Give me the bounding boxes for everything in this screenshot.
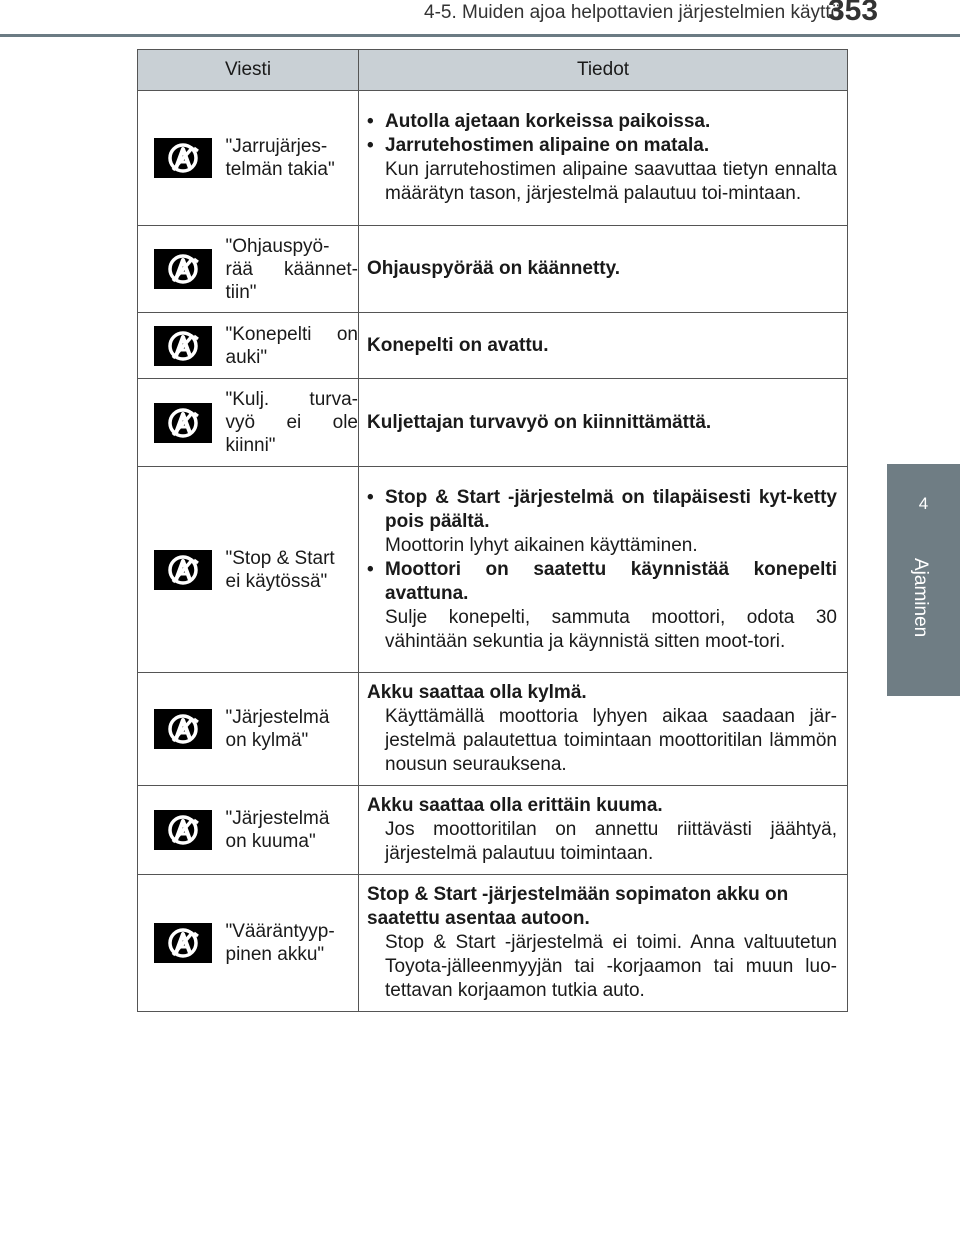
message-cell — [215, 313, 359, 379]
bullet-marker: • — [367, 558, 374, 580]
info-detail: Moottorin lyhyt aikainen käyttäminen. — [385, 534, 698, 556]
bullet-item — [367, 558, 837, 606]
table-row — [138, 786, 848, 875]
bullet-text: Autolla ajetaan korkeissa paikoissa. — [385, 111, 711, 132]
chapter-tab — [887, 464, 960, 696]
message-line: "Stop & Start — [225, 547, 335, 569]
info-cell — [359, 379, 848, 467]
message-text — [215, 698, 359, 760]
bullet-marker: • — [367, 486, 374, 508]
message-line: auki" — [225, 346, 268, 368]
column-header-message: Viesti — [138, 50, 359, 91]
info-detail: Käyttämällä moottoria lyhyen aikaa saadaan jär-jestelmä palautettua toimintaan moottoritilan lämmön nousun seurauksena. — [385, 706, 837, 775]
info-detail: Kun jarrutehostimen alipaine saavuttaa tietyn ennalta määrätyn tason, järjestelmä palautuu toi-mintaan. — [385, 159, 837, 204]
message-line: pinen akku" — [225, 944, 325, 965]
message-line: on kuuma" — [225, 831, 316, 852]
message-table — [137, 49, 848, 1012]
info-text — [359, 478, 847, 662]
message-text — [215, 380, 359, 465]
message-cell — [215, 379, 359, 467]
message-text — [215, 799, 359, 861]
section-title: 4-5. Muiden ajoa helpottavien järjestelmien käyttö — [424, 2, 842, 23]
bullet-item — [367, 134, 837, 158]
info-heading: Akku saattaa olla erittäin kuuma. — [367, 795, 663, 816]
info-detail: Jos moottoritilan on annettu riittävästi jäähtyä, järjestelmä palautuu toimintaan. — [385, 819, 837, 864]
icon-cell — [138, 91, 215, 226]
info-text — [359, 673, 847, 785]
message-cell — [215, 91, 359, 226]
bullet-item — [367, 110, 837, 134]
header-divider — [0, 34, 960, 37]
bullet-marker: • — [367, 135, 374, 156]
table-row — [138, 875, 848, 1012]
icon-cell — [138, 467, 215, 673]
info-heading: Konepelti on avattu. — [367, 334, 549, 356]
message-text — [215, 315, 359, 377]
info-cell — [359, 467, 848, 673]
icon-cell — [138, 379, 215, 467]
table-row — [138, 467, 848, 673]
chapter-number: 4 — [918, 494, 929, 513]
info-detail: Sulje konepelti, sammuta moottori, odota 30 vähintään sekuntia ja käynnistä sitten moot-tori. — [385, 606, 837, 652]
icon-cell — [138, 875, 215, 1012]
message-line: vyö ei ole — [225, 412, 358, 433]
table-row — [138, 313, 848, 379]
message-text — [215, 539, 359, 601]
chapter-label: Ajaminen — [910, 558, 931, 638]
message-line: "Järjestelmä — [225, 808, 330, 829]
stop-start-disabled-icon — [154, 403, 212, 443]
stop-start-disabled-icon — [154, 138, 212, 178]
message-line: on kylmä" — [225, 730, 309, 751]
message-line: rää käännet- — [225, 258, 358, 280]
stop-start-disabled-icon — [154, 550, 212, 590]
info-cell — [359, 226, 848, 313]
message-line: "Vääräntyyp- — [225, 921, 335, 942]
column-header-info: Tiedot — [359, 50, 848, 91]
message-line: "Järjestelmä — [225, 707, 330, 728]
page-number: 353 — [828, 0, 879, 27]
message-line: "Jarrujärjes- — [225, 136, 328, 157]
message-text — [215, 912, 359, 974]
info-text — [359, 326, 847, 366]
info-heading: Ohjauspyörää on käännetty. — [367, 258, 621, 279]
info-cell — [359, 875, 848, 1012]
message-line: "Konepelti on — [225, 323, 358, 345]
info-heading: Kuljettajan turvavyö on kiinnittämättä. — [367, 411, 712, 433]
message-cell — [215, 875, 359, 1012]
message-cell — [215, 467, 359, 673]
bullet-marker: • — [367, 111, 374, 132]
info-cell — [359, 673, 848, 786]
stop-start-disabled-icon — [154, 249, 212, 289]
bullet-item — [367, 486, 837, 534]
message-line: telmän takia" — [225, 159, 335, 180]
table-header-row — [138, 50, 848, 91]
info-cell — [359, 786, 848, 875]
message-line: "Kulj. turva- — [225, 389, 358, 410]
table-row — [138, 226, 848, 313]
table-row — [138, 673, 848, 786]
page-header — [0, 0, 960, 40]
bullet-text: Jarrutehostimen alipaine on matala. — [385, 135, 710, 156]
message-text — [215, 227, 359, 312]
icon-cell — [138, 673, 215, 786]
message-cell — [215, 226, 359, 313]
message-text — [215, 127, 359, 189]
icon-cell — [138, 313, 215, 379]
icon-cell — [138, 786, 215, 875]
bullet-text: Stop & Start -järjestelmä on tilapäisesti kyt-ketty pois päältä. — [385, 486, 837, 532]
message-cell — [215, 786, 359, 875]
info-text — [359, 403, 847, 443]
info-heading: Akku saattaa olla kylmä. — [367, 682, 587, 703]
info-text — [359, 875, 847, 1011]
stop-start-disabled-icon — [154, 326, 212, 366]
bullet-text: Moottori on saatettu käynnistää konepelti avattuna. — [385, 558, 837, 604]
message-line: tiin" — [225, 281, 257, 303]
info-text — [359, 102, 847, 214]
icon-cell — [138, 226, 215, 313]
stop-start-disabled-icon — [154, 923, 212, 963]
info-detail: Stop & Start -järjestelmä ei toimi. Anna valtuutetun Toyota-jälleenmyyjän tai -korjaamon tai muun luo-tettavan korjaamon tutkia auto. — [385, 932, 837, 1001]
info-text — [359, 249, 847, 289]
message-cell — [215, 673, 359, 786]
message-line: kiinni" — [225, 435, 276, 456]
message-line: ei käytössä" — [225, 570, 328, 592]
info-cell — [359, 313, 848, 379]
info-cell — [359, 91, 848, 226]
info-heading: Stop & Start -järjestelmään sopimaton akku on saatettu asentaa autoon. — [367, 884, 789, 929]
info-text — [359, 786, 847, 874]
message-line: "Ohjauspyö- — [225, 235, 330, 257]
table-row — [138, 379, 848, 467]
table-row — [138, 91, 848, 226]
stop-start-disabled-icon — [154, 709, 212, 749]
stop-start-disabled-icon — [154, 810, 212, 850]
